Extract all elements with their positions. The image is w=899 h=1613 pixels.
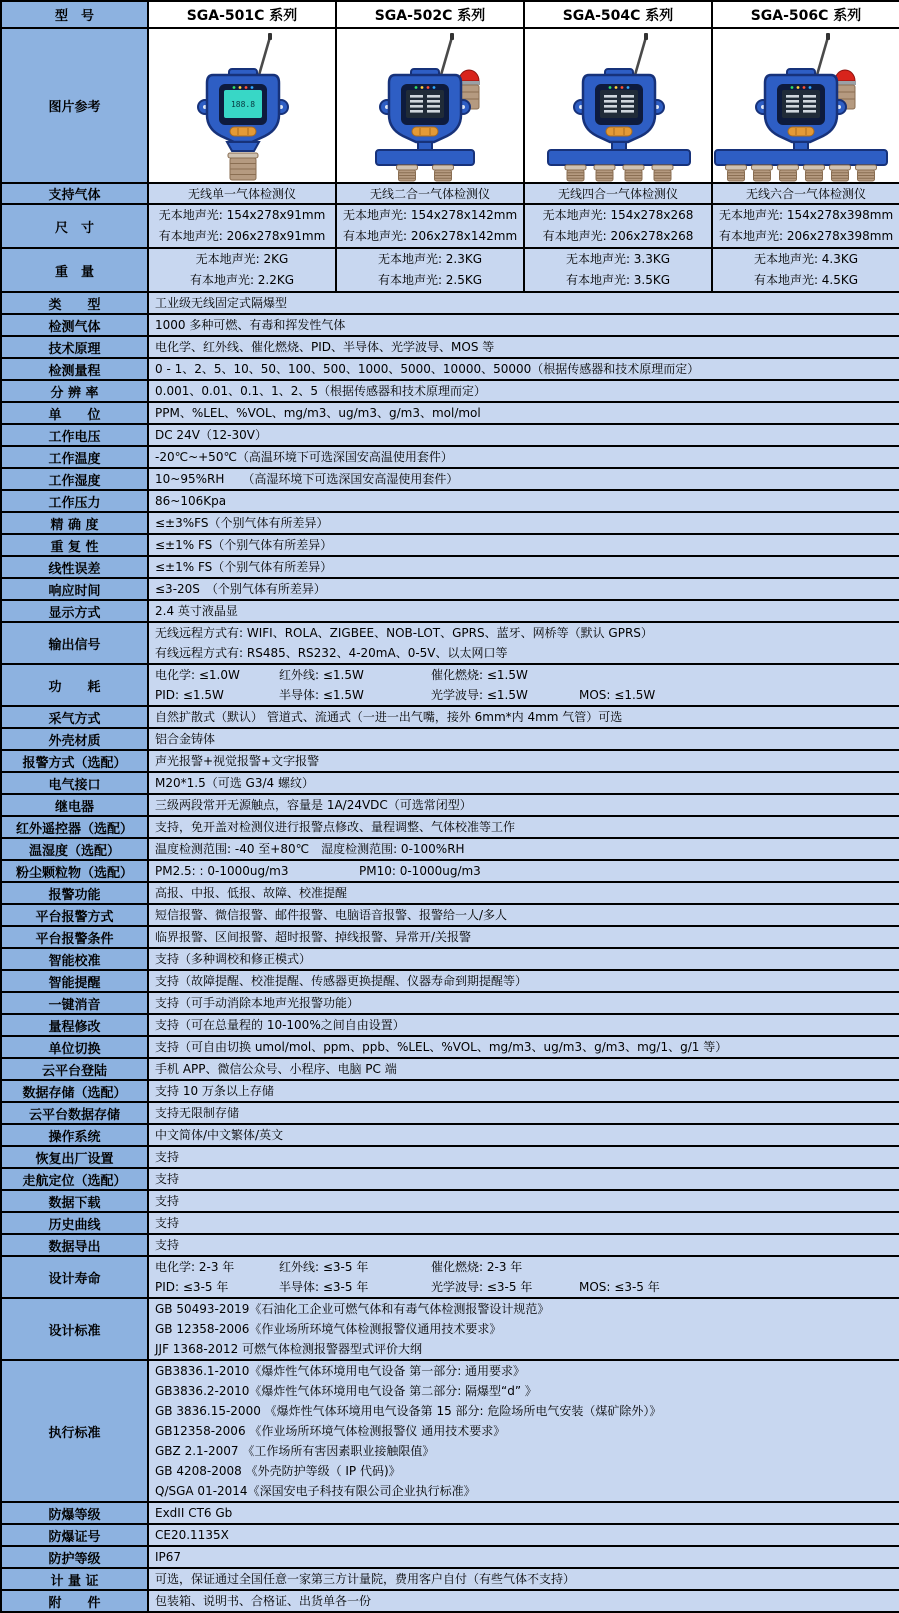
device-image-sga-501c [149, 29, 336, 182]
table-row-navigation [1, 1168, 899, 1190]
value-line: 86~106Kpa [155, 494, 227, 508]
row-value-mute [148, 992, 899, 1014]
table-row-factory-reset [1, 1146, 899, 1168]
row-label-power-consumption: 功 耗 [1, 664, 148, 706]
value-line: 有线远程方式有: RS485、RS232、4-20mA、0-5V、以太网口等 [155, 646, 508, 660]
row-label-sampling: 采气方式 [1, 706, 148, 728]
row-label-accuracy: 精 确 度 [1, 512, 148, 534]
table-row-mute [1, 992, 899, 1014]
cell-line: 有本地声光: 2.2KG [189, 273, 295, 287]
table-row-power-consumption [1, 664, 899, 706]
table-row-pressure [1, 490, 899, 512]
value-segment [579, 1257, 893, 1277]
row-label-response-time: 响应时间 [1, 578, 148, 600]
value-line: 手机 APP、微信公众号、小程序、电脑 PC 端 [155, 1062, 397, 1076]
value-line [155, 1277, 893, 1297]
table-row-accessories [1, 1590, 899, 1612]
row-value-data-download [148, 1190, 899, 1212]
row-label-relay: 继电器 [1, 794, 148, 816]
value-line: 支持 [155, 1194, 180, 1208]
value-segment: 催化燃烧: ≤1.5W [431, 668, 528, 682]
row-label-electrical-interface: 电气接口 [1, 772, 148, 794]
table-row-metrology-cert [1, 1568, 899, 1590]
row-label-navigation: 走航定位（选配） [1, 1168, 148, 1190]
value-line: 支持（可自由切换 umol/mol、ppm、ppb、%LEL、%VOL、mg/m3、ug/m3、g/m3、mg/1、g/1 等） [155, 1040, 728, 1054]
row-value-explosion-class [148, 1502, 899, 1524]
table-row-execution-standard [1, 1360, 899, 1502]
row-label-model: 型 号 [1, 1, 148, 28]
model-header-sga-504c: SGA-504C 系列 [524, 1, 712, 28]
value-line: ≤±1% FS（个别气体有所差异） [155, 560, 333, 574]
row-value-unit-switch [148, 1036, 899, 1058]
row-label-range: 检测量程 [1, 358, 148, 380]
row-value-detect-gas [148, 314, 899, 336]
table-row-range-modify [1, 1014, 899, 1036]
row-label-data-storage: 数据存储（选配） [1, 1080, 148, 1102]
row-label-accessories: 附 件 [1, 1590, 148, 1612]
row-label-repeatability: 重 复 性 [1, 534, 148, 556]
table-row-model-header [1, 1, 899, 28]
value-segment: MOS: ≤1.5W [579, 688, 656, 702]
table-row-display [1, 600, 899, 622]
row-label-explosion-class: 防爆等级 [1, 1502, 148, 1524]
row-label-mute: 一键消音 [1, 992, 148, 1014]
cell-supported-gas-col3: 无线六合一气体检测仪 [712, 183, 899, 204]
row-value-cloud-login [148, 1058, 899, 1080]
row-value-electrical-interface [148, 772, 899, 794]
image-cell-sga-504c [524, 28, 712, 183]
value-line: 支持 10 万条以上存储 [155, 1084, 274, 1098]
row-label-history-curve: 历史曲线 [1, 1212, 148, 1234]
cell-supported-gas-col1: 无线二合一气体检测仪 [336, 183, 524, 204]
cell-line: 无本地声光: 4.3KG [753, 252, 859, 266]
value-line: 支持 [155, 1150, 180, 1164]
row-label-supported-gas: 支持气体 [1, 183, 148, 204]
table-row-range [1, 358, 899, 380]
value-line: 高报、中报、低报、故障、校准提醒 [155, 886, 348, 900]
cell-line: 无本地声光: 2.3KG [377, 252, 483, 266]
row-value-temp-humidity [148, 838, 899, 860]
row-label-temperature: 工作温度 [1, 446, 148, 468]
row-value-smart-calibration [148, 948, 899, 970]
value-segment: 电化学: ≤1.0W [155, 668, 240, 682]
row-label-dust: 粉尘颗粒物（选配） [1, 860, 148, 882]
value-line [155, 1257, 893, 1277]
value-line: 工业级无线固定式隔爆型 [155, 296, 288, 310]
cell-line: 无本地声光: 3.3KG [565, 252, 671, 266]
row-label-linearity: 线性误差 [1, 556, 148, 578]
table-row-cloud-storage [1, 1102, 899, 1124]
table-row-smart-reminder [1, 970, 899, 992]
row-value-dust [148, 860, 899, 882]
value-line: 0 - 1、2、5、10、50、100、500、1000、5000、10000、50000（根据传感器和技术原理而定） [155, 362, 700, 376]
table-row-output-signal [1, 622, 899, 664]
table-row-data-download [1, 1190, 899, 1212]
row-label-unit: 单 位 [1, 402, 148, 424]
row-value-response-time [148, 578, 899, 600]
row-value-repeatability [148, 534, 899, 556]
image-cell-sga-502c [336, 28, 524, 183]
row-label-image-reference: 图片参考 [1, 28, 148, 183]
value-segment: MOS: ≤3-5 年 [579, 1280, 660, 1294]
table-row-explosion-class [1, 1502, 899, 1524]
row-value-range [148, 358, 899, 380]
value-line: 电化学、红外线、催化燃烧、PID、半导体、光学波导、MOS 等 [155, 340, 495, 354]
model-header-sga-506c: SGA-506C 系列 [712, 1, 899, 28]
value-line [155, 685, 893, 705]
row-value-navigation [148, 1168, 899, 1190]
value-line: GB3836.2-2010《爆炸性气体环境用电气设备 第二部分: 隔爆型“d” 》 [155, 1384, 537, 1398]
value-line: ≤±1% FS（个别气体有所差异） [155, 538, 333, 552]
cell-line: 无本地声光: 2KG [195, 252, 289, 266]
cell-dimensions-col3 [712, 204, 899, 248]
value-line: 支持（可手动消除本地声光报警功能） [155, 996, 360, 1010]
table-row-alarm-mode [1, 750, 899, 772]
device-image-sga-506c [713, 29, 899, 182]
value-segment: 光学波导: ≤3-5 年 [431, 1280, 533, 1294]
value-line: GBZ 2.1-2007 《工作场所有害因素职业接触限值》 [155, 1444, 435, 1458]
table-row-dust [1, 860, 899, 882]
image-cell-sga-501c [148, 28, 336, 183]
value-segment: 半导体: ≤1.5W [279, 688, 364, 702]
row-label-platform-alarm-mode: 平台报警方式 [1, 904, 148, 926]
row-label-housing: 外壳材质 [1, 728, 148, 750]
model-header-sga-502c: SGA-502C 系列 [336, 1, 524, 28]
table-row-temp-humidity [1, 838, 899, 860]
value-line [155, 861, 893, 881]
value-line: GB 3836.15-2000 《爆炸性气体环境用电气设备第 15 部分: 危险场所电气安装（煤矿除外）》 [155, 1404, 662, 1418]
table-row-accuracy [1, 512, 899, 534]
row-label-cloud-storage: 云平台数据存储 [1, 1102, 148, 1124]
row-label-smart-reminder: 智能提醒 [1, 970, 148, 992]
table-row-platform-alarm-mode [1, 904, 899, 926]
value-segment: PID: ≤3-5 年 [155, 1280, 229, 1294]
row-label-platform-alarm-condition: 平台报警条件 [1, 926, 148, 948]
row-label-ir-remote: 红外遥控器（选配） [1, 816, 148, 838]
row-value-smart-reminder [148, 970, 899, 992]
row-value-ir-remote [148, 816, 899, 838]
row-label-design-standard: 设计标准 [1, 1298, 148, 1360]
table-row-history-curve [1, 1212, 899, 1234]
device-image-sga-502c [337, 29, 524, 182]
value-line: 0.001、0.01、0.1、1、2、5（根据传感器和技术原理而定） [155, 384, 487, 398]
row-value-principle [148, 336, 899, 358]
cell-weight-col2 [524, 248, 712, 292]
cell-line: 有本地声光: 2.5KG [377, 273, 483, 287]
table-row-cloud-login [1, 1058, 899, 1080]
row-value-pressure [148, 490, 899, 512]
table-row-housing [1, 728, 899, 750]
row-label-alarm-mode: 报警方式（选配） [1, 750, 148, 772]
row-value-data-export [148, 1234, 899, 1256]
row-label-unit-switch: 单位切换 [1, 1036, 148, 1058]
value-segment: 半导体: ≤3-5 年 [279, 1280, 369, 1294]
value-line: ≤±3%FS（个别气体有所差异） [155, 516, 329, 530]
table-row-alarm-function [1, 882, 899, 904]
table-row-smart-calibration [1, 948, 899, 970]
value-line: 可选，保证通过全国任意一家第三方计量院，费用客户自付（有些气体不支持） [155, 1572, 576, 1586]
value-line: 支持（故障提醒、校准提醒、传感器更换提醒、仪器寿命到期提醒等） [155, 974, 528, 988]
row-value-platform-alarm-condition [148, 926, 899, 948]
value-segment: PM10: 0-1000ug/m3 [359, 864, 481, 878]
row-label-metrology-cert: 计 量 证 [1, 1568, 148, 1590]
value-line: 中文简体/中文繁体/英文 [155, 1128, 284, 1142]
table-row-ip-rating [1, 1546, 899, 1568]
row-label-principle: 技术原理 [1, 336, 148, 358]
row-value-design-life [148, 1256, 899, 1298]
value-line: 支持，免开盖对检测仪进行报警点修改、量程调整、气体校准等工作 [155, 820, 516, 834]
row-label-voltage: 工作电压 [1, 424, 148, 446]
row-value-metrology-cert [148, 1568, 899, 1590]
row-label-temp-humidity: 温湿度（选配） [1, 838, 148, 860]
value-line: 短信报警、微信报警、邮件报警、电脑语音报警、报警给一人/多人 [155, 908, 508, 922]
value-line: ExdII CT6 Gb [155, 1506, 233, 1520]
cell-supported-gas-col2: 无线四合一气体检测仪 [524, 183, 712, 204]
cell-line: 有本地声光: 206x278x268 [542, 229, 694, 243]
value-line: JJF 1368-2012 可燃气体检测报警器型式评价大纲 [155, 1342, 423, 1356]
value-segment: 光学波导: ≤1.5W [431, 688, 528, 702]
cell-dimensions-col1 [336, 204, 524, 248]
cell-line: 有本地声光: 3.5KG [565, 273, 671, 287]
row-value-display [148, 600, 899, 622]
cell-line: 无本地声光: 154x278x142mm [343, 208, 518, 222]
row-value-platform-alarm-mode [148, 904, 899, 926]
table-row-ir-remote [1, 816, 899, 838]
row-value-os [148, 1124, 899, 1146]
table-row-platform-alarm-condition [1, 926, 899, 948]
cell-line: 有本地声光: 4.5KG [753, 273, 859, 287]
value-line: GB3836.1-2010《爆炸性气体环境用电气设备 第一部分: 通用要求》 [155, 1364, 526, 1378]
row-label-explosion-cert: 防爆证号 [1, 1524, 148, 1546]
row-value-sampling [148, 706, 899, 728]
value-line: 自然扩散式（默认） 管道式、流通式（一进一出气嘴，接外 6mm*内 4mm 气管）可选 [155, 710, 623, 724]
row-value-unit [148, 402, 899, 424]
value-line: 支持（可在总量程的 10-100%之间自由设置） [155, 1018, 405, 1032]
row-label-alarm-function: 报警功能 [1, 882, 148, 904]
row-value-design-standard [148, 1298, 899, 1360]
value-line: IP67 [155, 1550, 182, 1564]
row-label-smart-calibration: 智能校准 [1, 948, 148, 970]
value-line: 10~95%RH （高湿环境下可选深国安高湿使用套件） [155, 472, 459, 486]
value-segment: 电化学: 2-3 年 [155, 1260, 235, 1274]
row-value-resolution [148, 380, 899, 402]
value-line: PPM、%LEL、%VOL、mg/m3、ug/m3、g/m3、mol/mol [155, 406, 481, 420]
cell-dimensions-col0 [148, 204, 336, 248]
cell-line: 无本地声光: 154x278x268 [542, 208, 694, 222]
row-value-accessories [148, 1590, 899, 1612]
value-line: M20*1.5（可选 G3/4 螺纹） [155, 776, 314, 790]
row-label-data-export: 数据导出 [1, 1234, 148, 1256]
row-value-housing [148, 728, 899, 750]
table-row-principle [1, 336, 899, 358]
cell-line: 有本地声光: 206x278x142mm [343, 229, 518, 243]
value-line: ≤3-20S （个别气体有所差异） [155, 582, 326, 596]
table-row-detect-gas [1, 314, 899, 336]
table-row-sampling [1, 706, 899, 728]
value-segment: PID: ≤1.5W [155, 688, 224, 702]
table-row-os [1, 1124, 899, 1146]
table-row-response-time [1, 578, 899, 600]
row-label-factory-reset: 恢复出厂设置 [1, 1146, 148, 1168]
row-value-humidity [148, 468, 899, 490]
table-row-data-export [1, 1234, 899, 1256]
value-line: DC 24V（12-30V） [155, 428, 267, 442]
value-line: GB 12358-2006《作业场所环境气体检测报警仪通用技术要求》 [155, 1322, 502, 1336]
table-row-weight [1, 248, 899, 292]
row-value-range-modify [148, 1014, 899, 1036]
table-row-supported-gas [1, 183, 899, 204]
cell-line: 无本地声光: 154x278x91mm [158, 208, 326, 222]
value-line: GB 50493-2019《石油化工企业可燃气体和有毒气体检测报警设计规范》 [155, 1302, 550, 1316]
table-row-resolution [1, 380, 899, 402]
value-line: 2.4 英寸液晶显 [155, 604, 238, 618]
cell-weight-col1 [336, 248, 524, 292]
value-line: GB12358-2006 《作业场所环境气体检测报警仪 通用技术要求》 [155, 1424, 506, 1438]
row-label-resolution: 分 辨 率 [1, 380, 148, 402]
value-segment [579, 665, 893, 685]
value-line: 支持 [155, 1238, 180, 1252]
table-row-data-storage [1, 1080, 899, 1102]
row-value-factory-reset [148, 1146, 899, 1168]
table-row-unit-switch [1, 1036, 899, 1058]
row-label-ip-rating: 防护等级 [1, 1546, 148, 1568]
value-line: -20℃~+50℃（高温环境下可选深国安高温使用套件） [155, 450, 453, 464]
row-value-execution-standard [148, 1360, 899, 1502]
value-segment: 红外线: ≤3-5 年 [279, 1260, 369, 1274]
row-value-alarm-function [148, 882, 899, 904]
value-line: GB 4208-2008 《外壳防护等级（ IP 代码)》 [155, 1464, 401, 1478]
value-line: 支持（多种调校和修正模式） [155, 952, 312, 966]
row-label-design-life: 设计寿命 [1, 1256, 148, 1298]
table-row-explosion-cert [1, 1524, 899, 1546]
value-line: CE20.1135X [155, 1528, 229, 1542]
row-label-dimensions: 尺 寸 [1, 204, 148, 248]
row-label-pressure: 工作压力 [1, 490, 148, 512]
value-line: 包装箱、说明书、合格证、出货单各一份 [155, 1594, 372, 1608]
row-label-data-download: 数据下载 [1, 1190, 148, 1212]
row-value-accuracy [148, 512, 899, 534]
cell-supported-gas-col0: 无线单一气体检测仪 [148, 183, 336, 204]
row-label-type: 类 型 [1, 292, 148, 314]
table-row-temperature [1, 446, 899, 468]
row-value-ip-rating [148, 1546, 899, 1568]
row-label-weight: 重 量 [1, 248, 148, 292]
value-line [155, 665, 893, 685]
cell-weight-col3 [712, 248, 899, 292]
cell-line: 无本地声光: 154x278x398mm [719, 208, 894, 222]
row-value-temperature [148, 446, 899, 468]
table-row-electrical-interface [1, 772, 899, 794]
table-row-linearity [1, 556, 899, 578]
value-line: Q/SGA 01-2014《深国安电子科技有限公司企业执行标准》 [155, 1484, 476, 1498]
value-line: 三级两段常开无源触点，容量是 1A/24VDC（可选常闭型） [155, 798, 472, 812]
table-row-dimensions [1, 204, 899, 248]
row-label-humidity: 工作湿度 [1, 468, 148, 490]
table-row-image-reference [1, 28, 899, 183]
value-line: 声光报警+视觉报警+文字报警 [155, 754, 320, 768]
row-value-cloud-storage [148, 1102, 899, 1124]
table-row-relay [1, 794, 899, 816]
row-label-output-signal: 输出信号 [1, 622, 148, 664]
value-segment: 催化燃烧: 2-3 年 [431, 1260, 523, 1274]
row-label-execution-standard: 执行标准 [1, 1360, 148, 1502]
cell-line: 有本地声光: 206x278x91mm [158, 229, 326, 243]
row-value-type [148, 292, 899, 314]
table-row-design-standard [1, 1298, 899, 1360]
row-value-history-curve [148, 1212, 899, 1234]
row-value-explosion-cert [148, 1524, 899, 1546]
value-segment: 红外线: ≤1.5W [279, 668, 364, 682]
value-line: 温度检测范围: -40 至+80℃ 湿度检测范围: 0-100%RH [155, 842, 465, 856]
device-image-sga-504c [525, 29, 712, 182]
value-line: 支持 [155, 1172, 180, 1186]
row-label-range-modify: 量程修改 [1, 1014, 148, 1036]
row-label-detect-gas: 检测气体 [1, 314, 148, 336]
table-row-design-life [1, 1256, 899, 1298]
table-row-type [1, 292, 899, 314]
row-label-cloud-login: 云平台登陆 [1, 1058, 148, 1080]
row-label-os: 操作系统 [1, 1124, 148, 1146]
svg-text:188.8: 188.8 [230, 100, 256, 109]
cell-weight-col0 [148, 248, 336, 292]
value-line: 1000 多种可燃、有毒和挥发性气体 [155, 318, 346, 332]
cell-line: 有本地声光: 206x278x398mm [719, 229, 894, 243]
row-value-alarm-mode [148, 750, 899, 772]
value-line: 铝合金铸体 [155, 732, 216, 746]
row-value-data-storage [148, 1080, 899, 1102]
row-label-display: 显示方式 [1, 600, 148, 622]
model-header-sga-501c: SGA-501C 系列 [148, 1, 336, 28]
row-value-linearity [148, 556, 899, 578]
row-value-power-consumption [148, 664, 899, 706]
value-segment: PM2.5: : 0-1000ug/m3 [155, 864, 289, 878]
table-row-repeatability [1, 534, 899, 556]
row-value-output-signal [148, 622, 899, 664]
row-value-voltage [148, 424, 899, 446]
value-line: 支持无限制存储 [155, 1106, 240, 1120]
image-cell-sga-506c [712, 28, 899, 183]
value-line: 支持 [155, 1216, 180, 1230]
value-line: 无线远程方式有: WIFI、ROLA、ZIGBEE、NOB-LOT、GPRS、蓝牙、网桥等（默认 GPRS） [155, 626, 653, 640]
table-row-voltage [1, 424, 899, 446]
table-row-unit [1, 402, 899, 424]
row-value-relay [148, 794, 899, 816]
cell-dimensions-col2 [524, 204, 712, 248]
value-line: 临界报警、区间报警、超时报警、掉线报警、异常开/关报警 [155, 930, 472, 944]
table-row-humidity [1, 468, 899, 490]
